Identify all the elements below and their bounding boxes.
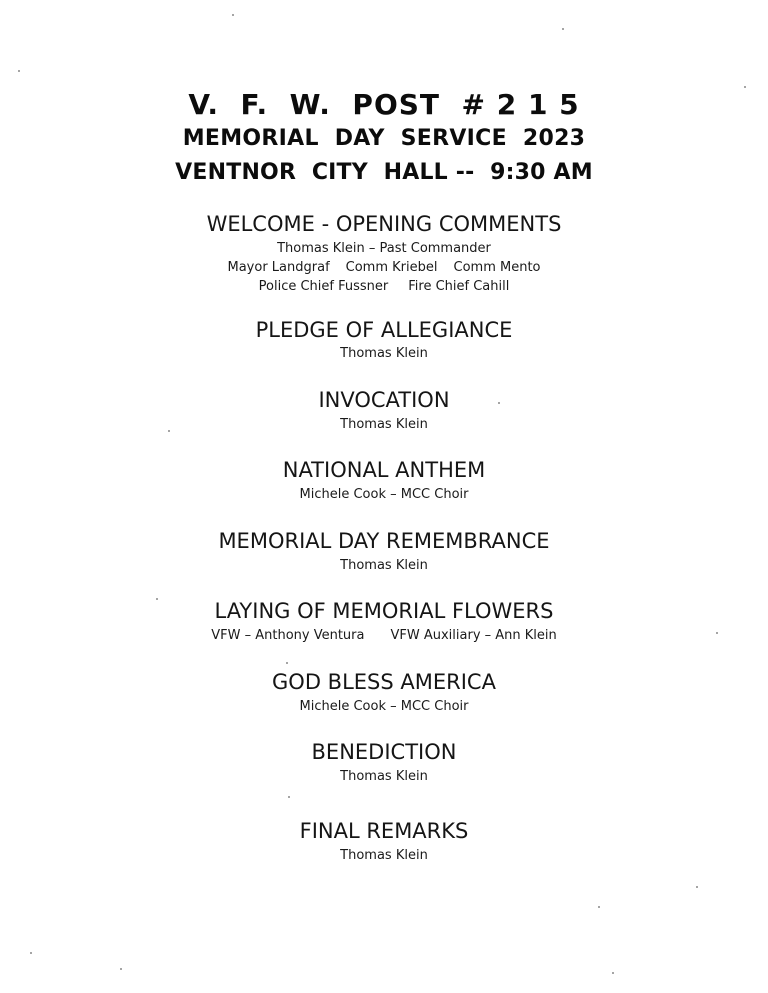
scan-speck	[286, 662, 288, 664]
speaker-row	[0, 559, 768, 572]
speaker-row	[0, 488, 768, 501]
speaker-row	[0, 629, 768, 642]
post-title: V. F. W. POST # 2 1 5	[188, 88, 580, 121]
speaker: Comm Mento	[453, 260, 541, 275]
scan-speck	[120, 968, 122, 970]
speaker: Thomas Klein	[340, 346, 428, 361]
section-heading-welcome: WELCOME - OPENING COMMENTS	[206, 212, 562, 236]
speaker: Michele Cook – MCC Choir	[299, 699, 469, 714]
speaker: VFW Auxiliary – Ann Klein	[390, 628, 557, 643]
speaker: Michele Cook – MCC Choir	[299, 487, 469, 502]
section-heading-flowers: LAYING OF MEMORIAL FLOWERS	[214, 599, 554, 623]
speaker-row	[0, 347, 768, 360]
speaker: Thomas Klein	[340, 417, 428, 432]
scan-speck	[30, 952, 32, 954]
speaker: Fire Chief Cahill	[408, 279, 510, 294]
speaker-row	[0, 700, 768, 713]
scan-speck	[598, 906, 600, 908]
scan-speck	[156, 598, 158, 600]
scan-speck	[18, 70, 20, 72]
speaker-row	[0, 849, 768, 862]
speaker: Thomas Klein	[340, 558, 428, 573]
scan-speck	[498, 402, 500, 404]
section-heading-remembrance: MEMORIAL DAY REMEMBRANCE	[218, 529, 550, 553]
scan-speck	[232, 14, 234, 16]
scan-speck	[562, 28, 564, 30]
speaker-row	[0, 242, 768, 255]
scan-speck	[696, 886, 698, 888]
section-heading-invocation: INVOCATION	[318, 388, 450, 412]
section-heading-pledge: PLEDGE OF ALLEGIANCE	[255, 318, 513, 342]
speaker: Comm Kriebel	[345, 260, 438, 275]
section-heading-god-bless-america: GOD BLESS AMERICA	[272, 670, 496, 694]
section-heading-benediction: BENEDICTION	[311, 740, 457, 764]
location-time: VENTNOR CITY HALL -- 9:30 AM	[175, 160, 593, 185]
speaker: Thomas Klein	[340, 848, 428, 863]
speaker: Thomas Klein – Past Commander	[277, 241, 491, 256]
scan-speck	[744, 86, 746, 88]
scan-speck	[168, 430, 170, 432]
speaker: Thomas Klein	[340, 769, 428, 784]
scan-speck	[612, 972, 614, 974]
speaker: Police Chief Fussner	[258, 279, 389, 294]
speaker-row	[0, 261, 768, 274]
scan-speck	[288, 796, 290, 798]
speaker-row	[0, 280, 768, 293]
speaker-row	[0, 418, 768, 431]
service-title: MEMORIAL DAY SERVICE 2023	[182, 126, 586, 151]
speaker-row	[0, 770, 768, 783]
section-heading-final-remarks: FINAL REMARKS	[299, 819, 469, 843]
speaker: VFW – Anthony Ventura	[211, 628, 365, 643]
scan-speck	[716, 632, 718, 634]
speaker: Mayor Landgraf	[227, 260, 330, 275]
section-heading-anthem: NATIONAL ANTHEM	[282, 458, 486, 482]
